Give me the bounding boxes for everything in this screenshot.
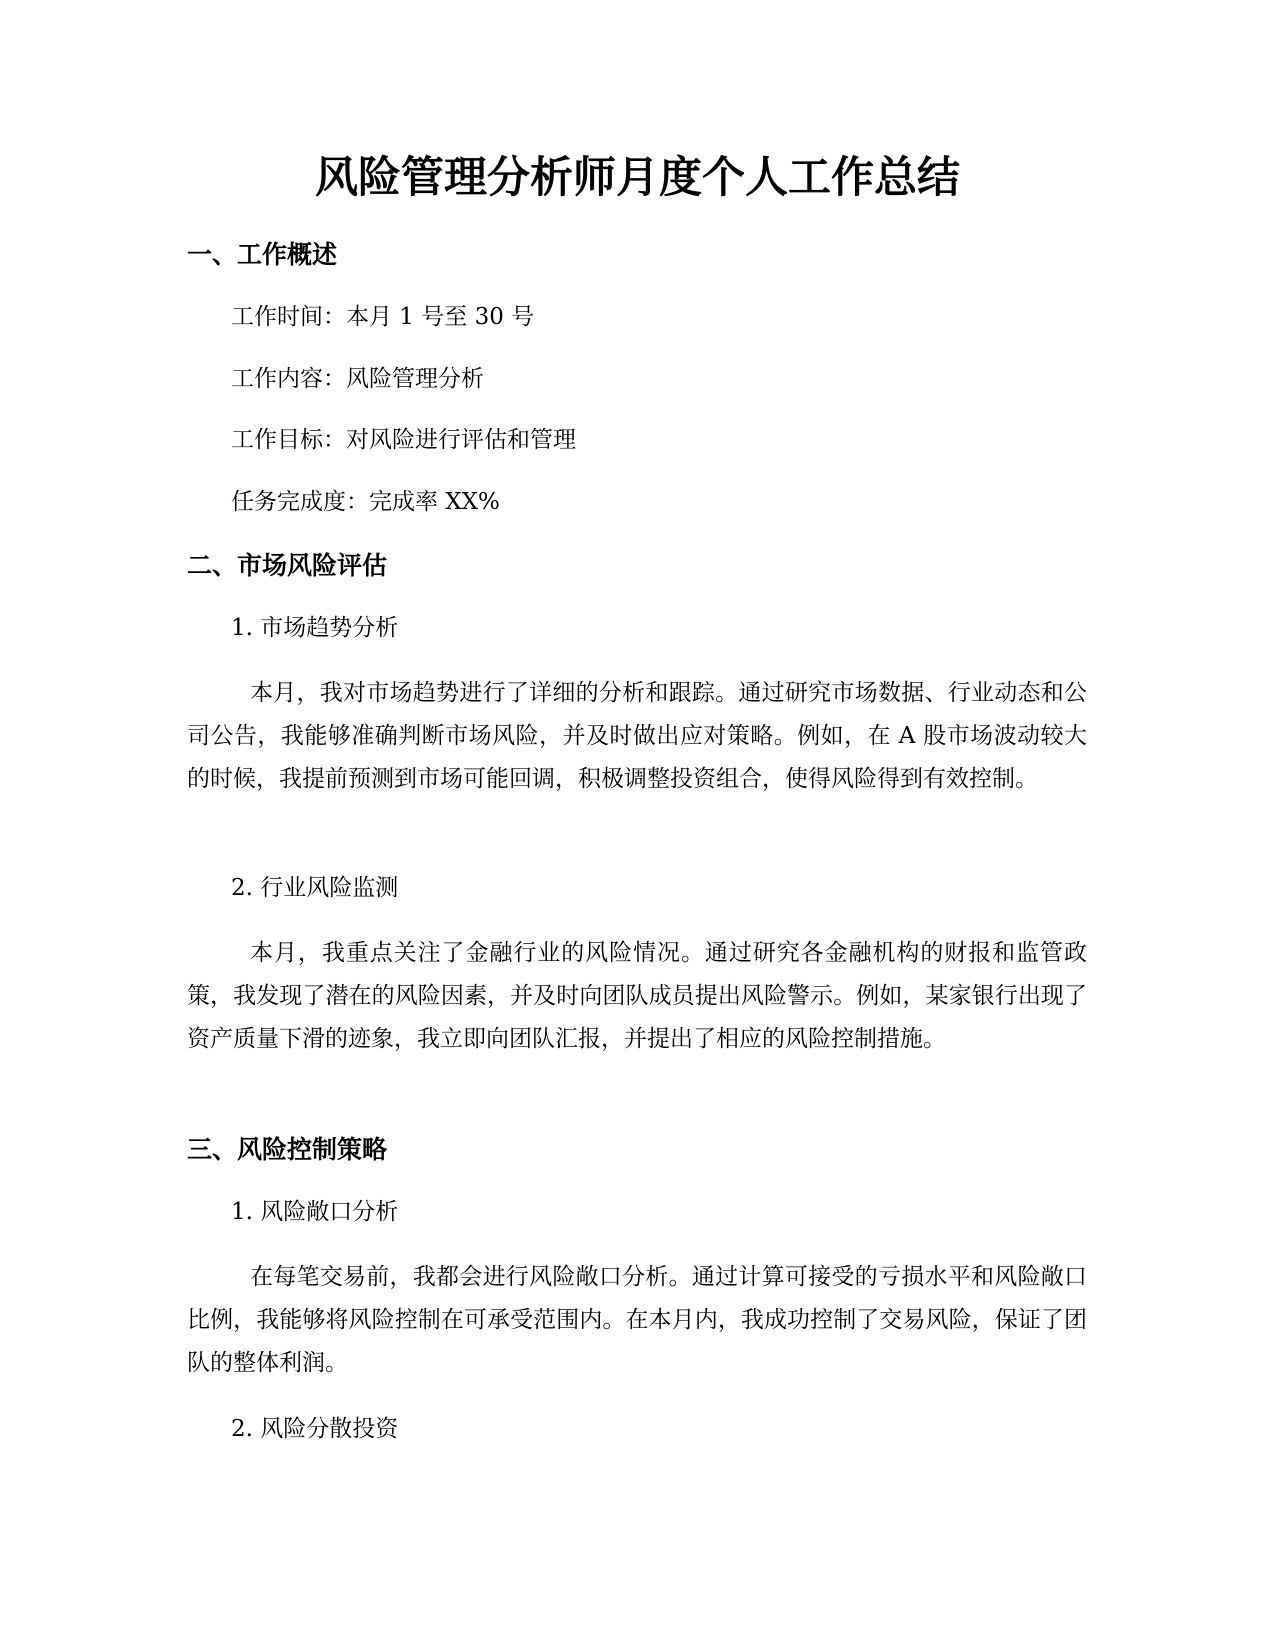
paragraph-risk-exposure: 在每笔交易前，我都会进行风险敞口分析。通过计算可接受的亏损水平和风险敞口比例，我能够将风险控制在可承受范围内。在本月内，我成功控制了交易风险，保证了团队的整体利润。 bbox=[187, 1264, 1087, 1376]
document-title: 风险管理分析师月度个人工作总结 bbox=[315, 153, 960, 203]
subheading-market-trend: 1. 市场趋势分析 bbox=[231, 615, 399, 641]
subheading-risk-exposure: 1. 风险敞口分析 bbox=[231, 1199, 399, 1225]
paragraph-market-trend: 本月，我对市场趋势进行了详细的分析和跟踪。通过研究市场数据、行业动态和公司公告，我能够准确判断市场风险，并及时做出应对策略。例如，在 A 股市场波动较大的时候，我提前预测到市场可能回调，积极调整投资组合，使得风险得到有效控制。 bbox=[187, 680, 1087, 792]
paragraph-industry-risk: 本月，我重点关注了金融行业的风险情况。通过研究各金融机构的财报和监管政策，我发现了潜在的风险因素，并及时向团队成员提出风险警示。例如，某家银行出现了资产质量下滑的迹象，我立即向团队汇报，并提出了相应的风险控制措施。 bbox=[187, 940, 1087, 1052]
overview-work-content: 工作内容：风险管理分析 bbox=[231, 366, 484, 392]
section-heading-overview: 一、工作概述 bbox=[187, 240, 338, 269]
overview-completion: 任务完成度：完成率 XX% bbox=[231, 489, 500, 515]
section-heading-market-risk: 二、市场风险评估 bbox=[187, 551, 388, 580]
subheading-diversified-investment: 2. 风险分散投资 bbox=[231, 1416, 399, 1442]
section-heading-risk-control: 三、风险控制策略 bbox=[187, 1135, 388, 1164]
overview-work-time: 工作时间：本月 1 号至 30 号 bbox=[231, 304, 535, 330]
overview-work-goal: 工作目标：对风险进行评估和管理 bbox=[231, 427, 576, 453]
subheading-industry-risk: 2. 行业风险监测 bbox=[231, 875, 399, 901]
